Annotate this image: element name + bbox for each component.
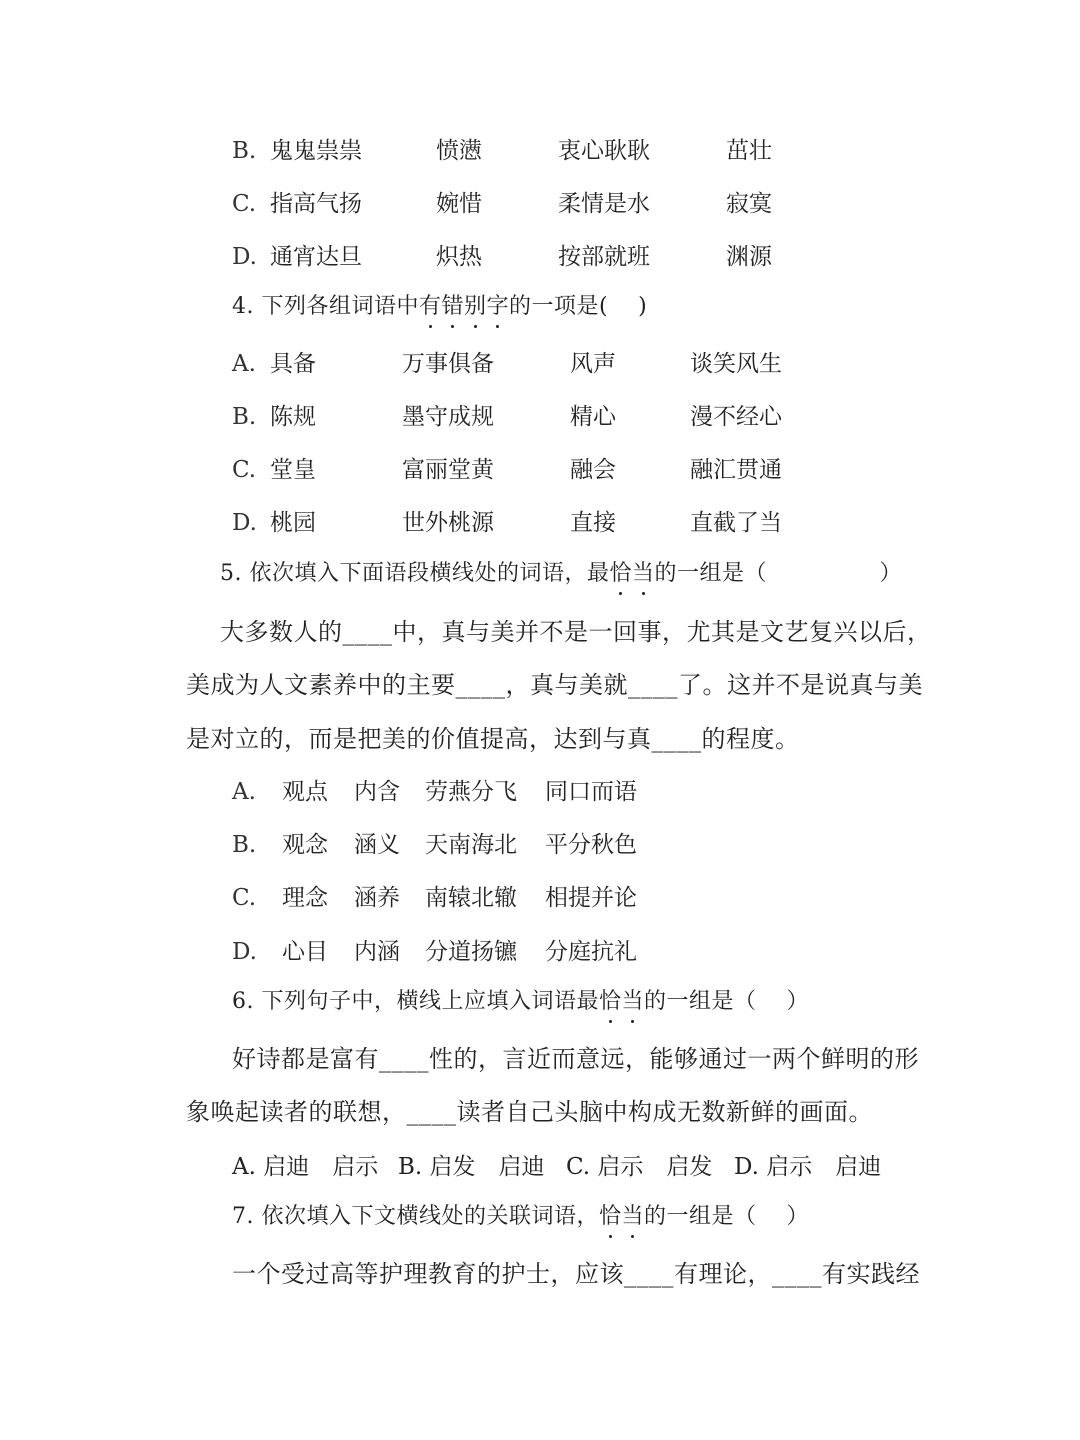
option-word: 理念 — [282, 885, 328, 911]
option-word: 炽热 — [436, 244, 482, 270]
emphasis-char: 字 — [487, 292, 510, 322]
q5-passage-line: 美成为人文素养中的主要____，真与美就____了。这并不是说真与美 — [186, 671, 923, 699]
option-word: 指高气扬 — [270, 191, 362, 217]
option-label: C. — [232, 457, 257, 483]
option-word: 融汇贯通 — [690, 457, 782, 483]
q4-title-post: 的一项是( ) — [509, 294, 648, 319]
option-word: 衷心耿耿 — [558, 138, 650, 164]
option-word: 精心 — [570, 404, 616, 430]
option-word: 涵养 — [354, 885, 400, 911]
q5-passage-line: 是对立的，而是把美的价值提高，达到与真____的程度。 — [186, 725, 800, 753]
option-word: 融会 — [570, 457, 616, 483]
emphasis-char: 错 — [442, 292, 465, 322]
option-label: D. — [232, 244, 257, 270]
option-label: B. — [232, 404, 257, 430]
option-word: 直截了当 — [690, 510, 782, 536]
option-word: 南辕北辙 — [425, 885, 517, 911]
option-word: 风声 — [570, 351, 616, 377]
option-word: 同口而语 — [545, 779, 637, 805]
emphasis-char: 当 — [632, 559, 655, 589]
q4-title-pre: 4. 下列各组词语中 — [232, 294, 419, 319]
q6-option-d: D. 启示 启迪 — [734, 1154, 882, 1180]
option-word: 按部就班 — [558, 244, 650, 270]
q6-passage-line: 象唤起读者的联想，____读者自己头脑中构成无数新鲜的画面。 — [186, 1098, 873, 1126]
option-label: B. — [232, 138, 257, 164]
option-label: C. — [232, 885, 257, 911]
emphasis-char: 当 — [622, 987, 645, 1017]
option-word: 婉惜 — [436, 191, 482, 217]
option-word: 渊源 — [726, 244, 772, 270]
option-word: 漫不经心 — [690, 404, 782, 430]
option-word: 相提并论 — [545, 885, 637, 911]
option-word: 涵义 — [354, 832, 400, 858]
q5-passage-line: 大多数人的____中，真与美并不是一回事，尤其是文艺复兴以后， — [220, 618, 932, 646]
option-word: 寂寞 — [726, 191, 772, 217]
q6-option-a: A. 启迪 启示 — [232, 1154, 379, 1180]
option-label: D. — [232, 510, 257, 536]
option-word: 内涵 — [354, 939, 400, 965]
option-word: 柔情是水 — [558, 191, 650, 217]
q7-passage-line: 一个受过高等护理教育的护士，应该____有理论，____有实践经 — [232, 1260, 920, 1288]
q6-passage-line: 好诗都是富有____性的，言近而意远，能够通过一两个鲜明的形 — [232, 1045, 919, 1073]
q5-title-post: 的一组是（ ） — [654, 561, 903, 586]
option-word: 观念 — [282, 832, 328, 858]
option-word: 富丽堂黄 — [402, 457, 494, 483]
option-word: 具备 — [270, 351, 316, 377]
emphasis-char: 别 — [464, 292, 487, 322]
option-word: 心目 — [282, 939, 328, 965]
option-word: 通宵达旦 — [270, 244, 362, 270]
option-word: 陈规 — [270, 404, 316, 430]
option-label: B. — [232, 832, 257, 858]
q6-title-pre: 6. 下列句子中，横线上应填入词语最 — [232, 989, 599, 1014]
option-label: C. — [232, 191, 257, 217]
option-word: 平分秋色 — [545, 832, 637, 858]
q7-title-pre: 7. 依次填入下文横线处的关联词语， — [232, 1204, 599, 1229]
option-word: 分道扬镳 — [425, 939, 517, 965]
option-word: 墨守成规 — [402, 404, 494, 430]
option-word: 堂皇 — [270, 457, 316, 483]
option-label: A. — [232, 779, 256, 805]
emphasis-char: 恰 — [610, 559, 633, 589]
option-word: 天南海北 — [425, 832, 517, 858]
q4-title — [232, 292, 647, 322]
option-word: 世外桃源 — [402, 510, 494, 536]
option-word: 桃园 — [270, 510, 316, 536]
q7-title — [232, 1202, 809, 1232]
q7-title-post: 的一组是（ ） — [644, 1204, 810, 1229]
option-word: 观点 — [282, 779, 328, 805]
option-word: 分庭抗礼 — [545, 939, 637, 965]
option-word: 直接 — [570, 510, 616, 536]
option-word: 谈笑风生 — [690, 351, 782, 377]
q6-option-c: C. 启示 启发 — [566, 1154, 713, 1180]
option-word: 劳燕分飞 — [425, 779, 517, 805]
option-word: 茁壮 — [726, 138, 772, 164]
option-word: 内含 — [354, 779, 400, 805]
q6-option-b: B. 启发 启迪 — [398, 1154, 545, 1180]
option-label: D. — [232, 939, 257, 965]
emphasis-char: 恰 — [599, 987, 622, 1017]
emphasis-char: 恰 — [599, 1202, 622, 1232]
q5-title — [220, 559, 902, 589]
q5-title-pre: 5. 依次填入下面语段横线处的词语，最 — [220, 561, 610, 586]
option-label: A. — [232, 351, 256, 377]
option-word: 万事俱备 — [402, 351, 494, 377]
emphasis-char: 当 — [622, 1202, 645, 1232]
option-word: 鬼鬼祟祟 — [270, 138, 362, 164]
q6-title-post: 的一组是（ ） — [644, 989, 810, 1014]
option-word: 愤懑 — [436, 138, 482, 164]
q6-title — [232, 987, 809, 1017]
emphasis-char: 有 — [419, 292, 442, 322]
